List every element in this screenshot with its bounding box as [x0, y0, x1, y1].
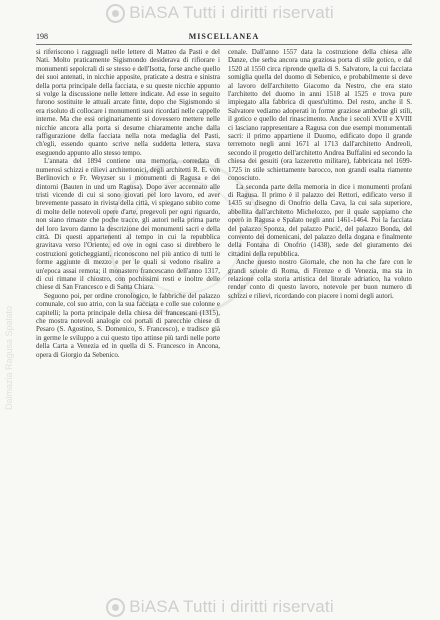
- watermark-banner-bottom: [0, 596, 440, 618]
- paragraph: L'annata del 1894 contiene una memoria, corredata di numerosi schizzi e rilievi architettonici, degli architetti R. E. von Berlinovich e Fr. Weyzser su i monumenti di Ragusa e dei dintorni (Bauten in und um Ragusa). Dopo aver accennato alle tristi vicende di cui si sono giovati pel loro lavoro, ed aver brevemente passato in rivista della città, vi spiegano subito come di molte delle notevoli opere d'arte, pregevoli per ogni riguardo, non siano rimaste che poche tracce, gli autori nella prima parte del loro lavoro danno la descrizione dei monumenti sacri e della città. Di questi appartenenti al tempo in cui la repubblica gravitava verso l'Oriente, ed ove in ogni caso si direbbero le costruzioni goticheggianti, riconoscono nel più antico di tutti le forme aggiunte di mezzo e per le quali si vedono risalire a un'epoca assai remota; il monastero francescano dell'anno 1317, di cui rimane il chiostro, con pochissimi resti e inoltre delle chiese di San Francesco e di Santa Chiara.: [36, 157, 220, 292]
- watermark-banner-top: [0, 2, 440, 24]
- watermark-text: BiASA Tutti i diritti riservati: [129, 597, 334, 616]
- watermark-text: BiASA Tutti i diritti riservati: [129, 3, 334, 22]
- paragraph: La seconda parte della memoria in dice i monumenti profani di Ragusa. Il primo è il palazzo dei Rettori, edificato verso il 1435 su disegno di Onofrio della Cava, la cui sala superiore, abbellita dall'architetto Michelozzo, per il quale sappiamo che operò in Ragusa e Spalato negli anni 1461-1464. Poi la facciata del palazzo Sponza, del palazzo Pucić, del palazzo Bonda, del convento dei domenicani, del palazzo della dogana e finalmente della Fontana di Onofrio (1438), sede del giuramento dei cittadini della repubblica.: [228, 182, 412, 258]
- paragraph: si riferiscono i ragguagli nelle lettere di Matteo da Pasti e del Nati. Molto praticamente Sigismondo desiderava di rifiorare i monumenti sepolcrali di se stesso e dell'Isotta, forse anche quello dei suoi antenati, in nicchie apposite, praticate a destra e sinistra della porta principale della facciata, e su queste nicchie appunto si volge la discussione nelle lettere indicate. Ad esse in seguito furono sostituite le attuali arcate finte, dopo che Sigismondo si era risoluto di collocare i monumenti suoi ricordati nelle cappelle interne. Ma che essi originariamente si dovessero mettere nelle nicchie ancora alla porta si desume chiaramente anche dalla raffigurazione della facciata nella nota medaglia del Pasti, ch'egli, essendo quanto scrive nella suddetta lettera, stava eseguendo appunto allo stesso tempo.: [36, 48, 220, 157]
- biasa-logo-icon: [106, 598, 125, 617]
- text-column-right: [228, 48, 412, 583]
- side-watermark: Dalmazia Ragusa Spalato: [4, 305, 14, 410]
- page-header: [36, 30, 412, 44]
- biasa-logo-icon: [106, 4, 125, 23]
- running-title: MISCELLANEA: [188, 32, 260, 41]
- page-number: 198: [36, 32, 48, 41]
- paragraph: Seguono poi, per ordine cronologico, le fabbriche del palazzo comunale, col suo atrio, con la sua facciata e colle sue colonne e capitelli; la porta principale della chiesa dei francescani (1315), che mostra notevoli analogie coi portali di parecchie chiese di Pesaro (S. Agostino, S. Domenico, S. Francesco), e tradisce già in germe le sviluppo a cui questo tipo attinse più tardi nelle porte della Carta a Venezia ed in quella di S. Francesco in Ancona, opera di Giorgio da Sebenico.: [36, 291, 220, 359]
- paragraph: cenale. Dall'anno 1557 data la costruzione della chiesa alle Danze, che serba ancora una graziosa porta di stile gotico, e dal 1520 al 1550 circa riprende quella di S. Salvatore, la cui facciata somiglia quella del duomo di Sebenico, e probabilmente si deve al lavoro dell'architetto Giacomo da Nestro, che era stato l'architetto del duomo in anni 1518 al 1525 e trova pure impiegato alla fabbrica di quest'ultimo. Del resto, anche il S. Salvatore vediamo adoperati in forme graziose ambedue gli stili, il gotico e quello del rinascimento. Anche i secoli XVII e XVIII ci lasciano rappresentare a Ragusa con due esempi monumentali sacri: il primo appartiene il Duomo, edificato dopo il grande terremoto negli anni 1671 al 1713 dall'architetto Andreoli, secondo il progetto dell'architetto Andrea Buffalini ed secondo la chiesa dei gesuiti (ora lazzeretto militare), fabbricata nel 1699-1725 in stile schiettamente barocco, non grandi esalta riamente conosciuto.: [228, 48, 412, 183]
- paragraph: Anche questo nostro Giornale, che non ha che fare con le grandi scuole di Roma, di Firenze e di Venezia, ma sta in relazione colla storia artistica del litorale adriatico, ha voluto render conto di questo lavoro, notevole per buon numero di schizzi e rilievi, ricordando con piacere i nomi degli autori.: [228, 258, 412, 300]
- text-column-left: [36, 48, 220, 583]
- header-rule: [36, 44, 412, 45]
